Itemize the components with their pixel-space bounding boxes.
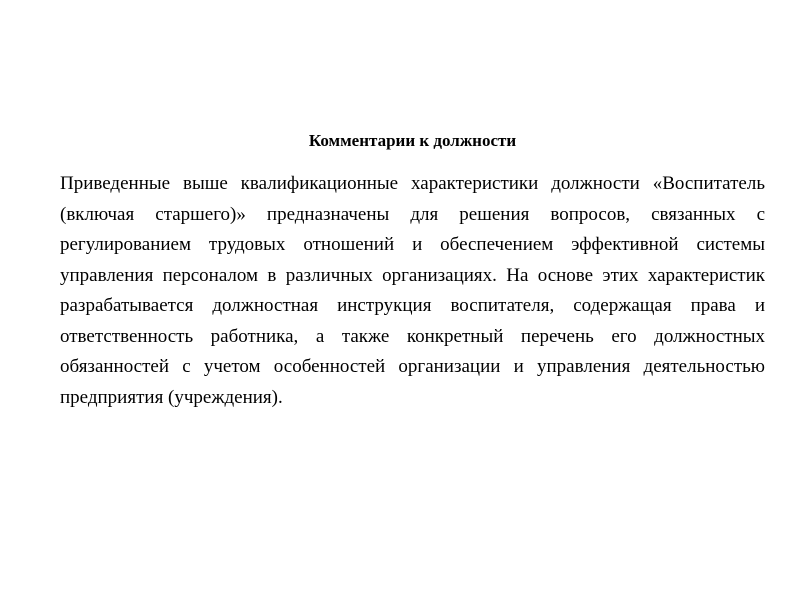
slide-body-text: Приведенные выше квалификационные характеристики должности «Воспитатель (включая старшего)» предназначены для решения вопросов, связанных с регулированием трудовых отношений и обеспечением эффективной системы управления персоналом в различных организациях. На основе этих характеристик разрабатывается должностная инструкция воспитателя, содержащая права и ответственность работника, а также конкретный перечень его должностных обязанностей с учетом особенностей организации и управления деятельностью предприятия (учреждения). (60, 173, 765, 408)
slide-title: Комментарии к должности (308, 131, 517, 150)
